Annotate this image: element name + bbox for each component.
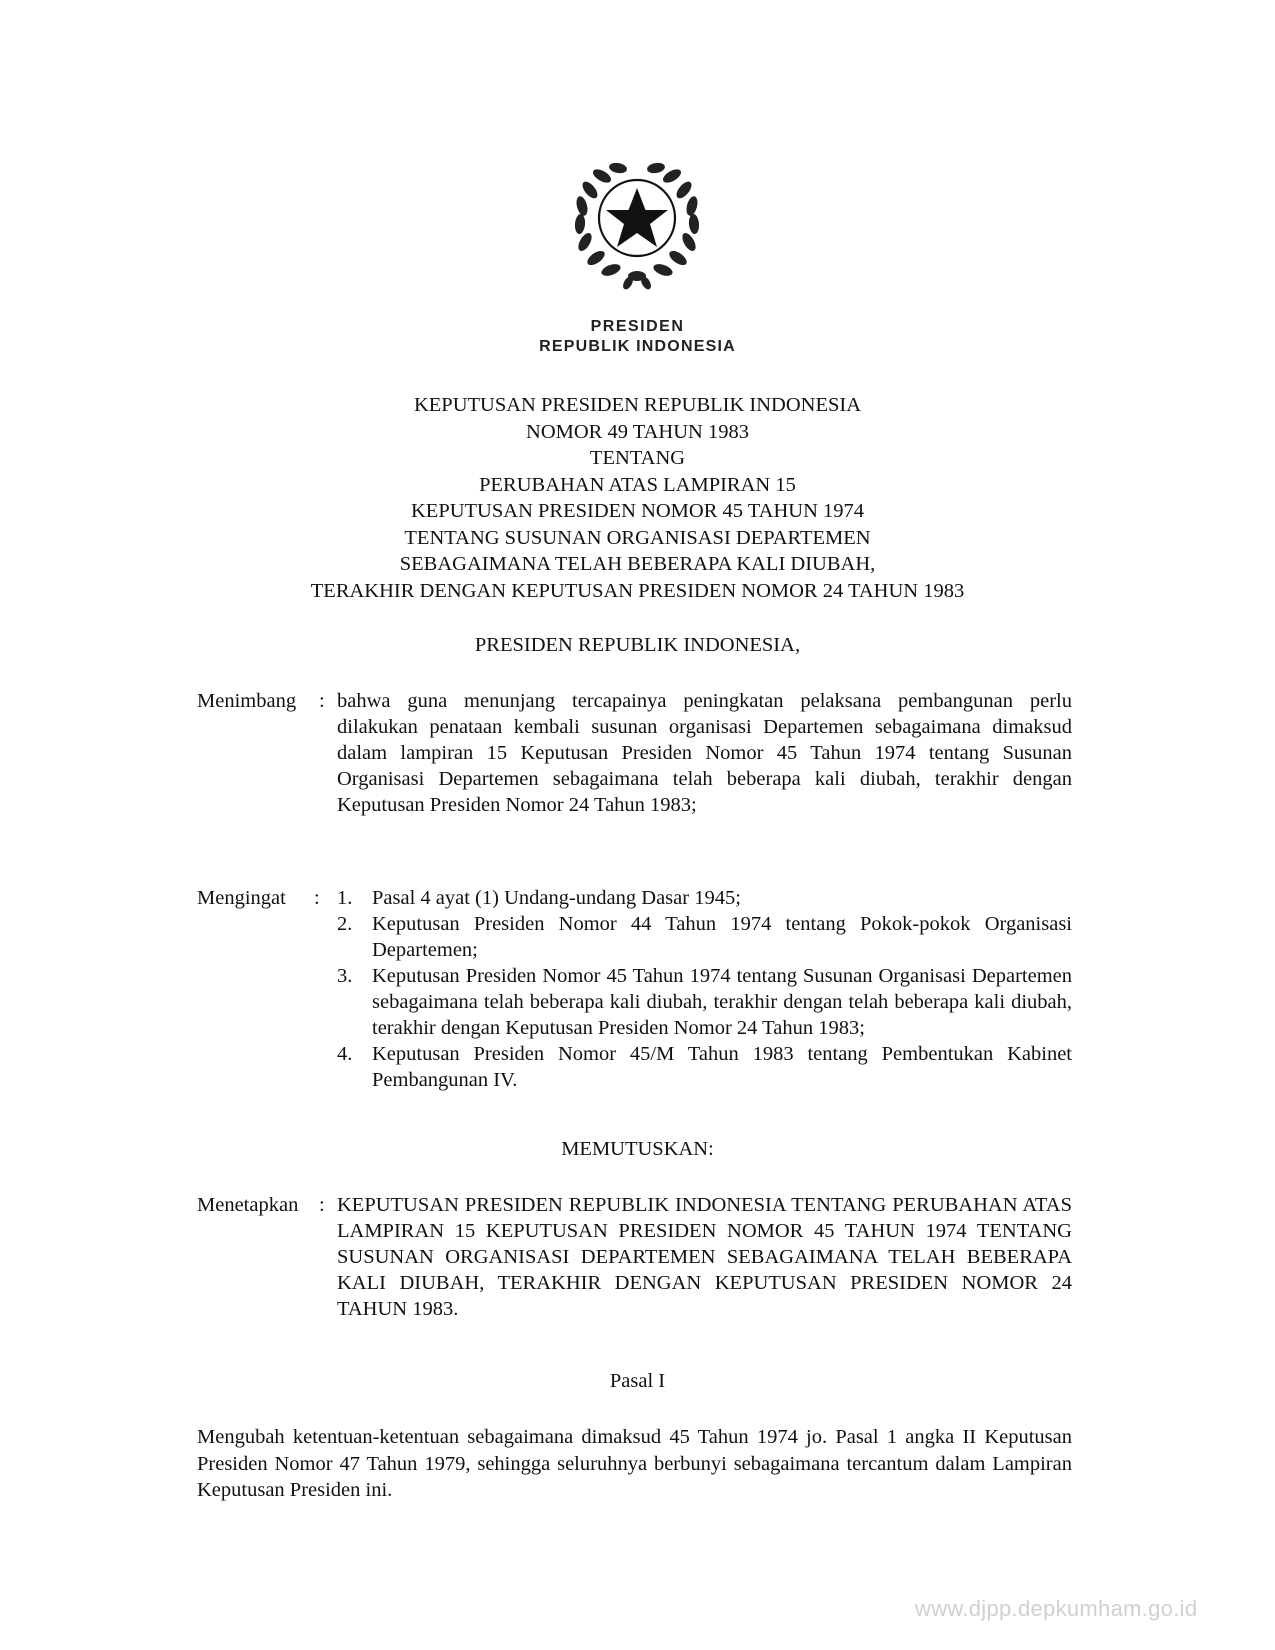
emblem-caption-republik-indonesia: REPUBLIK INDONESIA [539, 338, 736, 355]
title-line: KEPUTUSAN PRESIDEN REPUBLIK INDONESIA [413, 394, 862, 416]
list-item [337, 1041, 1072, 1093]
menetapkan-text: KEPUTUSAN PRESIDEN REPUBLIK INDONESIA TENTANG PERUBAHAN ATAS LAMPIRAN 15 KEPUTUSAN PRESIDEN NOMOR 45 TAHUN 1974 TENTANG SUSUNAN ORGANISASI DEPARTEMEN SEBAGAIMANA TELAH BEBERAPA KALI DIUBAH, TERAKHIR DENGAN KEPUTUSAN PRESIDEN NOMOR 24 TAHUN 1983. [337, 1194, 1072, 1320]
document-title [200, 392, 1075, 604]
list-number: 1. [337, 887, 353, 909]
mengingat-colon: : [314, 887, 320, 909]
list-text: Keputusan Presiden Nomor 45/M Tahun 1983 tentang Pembentukan Kabinet Pembangunan IV. [372, 1043, 1072, 1091]
issuer-heading: PRESIDEN REPUBLIK INDONESIA, [474, 634, 801, 656]
mengingat-label: Mengingat [197, 887, 286, 909]
watermark: www.djpp.depkumham.go.id [915, 1596, 1198, 1621]
pasal-heading: Pasal I [609, 1370, 666, 1392]
list-item [337, 963, 1072, 1041]
list-text: Keputusan Presiden Nomor 45 Tahun 1974 tentang Susunan Organisasi Departemen sebagaimana telah beberapa kali diubah, terakhir dengan telah beberapa kali diubah, terakhir dengan Keputusan Presiden Nomor 24 Tahun 1983; [372, 965, 1072, 1039]
list-number: 3. [337, 965, 353, 987]
menetapkan-colon: : [319, 1194, 325, 1216]
list-text: Keputusan Presiden Nomor 44 Tahun 1974 tentang Pokok-pokok Organisasi Departemen; [372, 913, 1072, 961]
title-line: SEBAGAIMANA TELAH BEBERAPA KALI DIUBAH, [399, 553, 876, 575]
list-number: 4. [337, 1043, 353, 1065]
list-item [337, 911, 1072, 963]
list-item [337, 885, 1072, 911]
garuda-star-wreath-emblem-icon [560, 148, 715, 293]
list-number: 2. [337, 913, 353, 935]
menimbang-colon: : [319, 690, 325, 712]
title-line: NOMOR 49 TAHUN 1983 [526, 420, 749, 443]
emblem-caption-presiden: PRESIDEN [590, 318, 685, 335]
list-text: Pasal 4 ayat (1) Undang-undang Dasar 1945; [372, 887, 741, 909]
title-line: PERUBAHAN ATAS LAMPIRAN 15 [479, 473, 796, 496]
menimbang-label: Menimbang [197, 690, 297, 712]
title-line: TENTANG [589, 447, 686, 469]
menimbang-text: bahwa guna menunjang tercapainya peningkatan pelaksana pembangunan perlu dilakukan penataan kembali susunan organisasi Departemen sebagaimana dimaksud dalam lampiran 15 Keputusan Presiden Nomor 45 Tahun 1974 tentang Susunan Organisasi Departemen sebagaimana telah beberapa kali diubah, terakhir dengan Keputusan Presiden Nomor 24 Tahun 1983; [337, 690, 1072, 816]
title-line: TENTANG SUSUNAN ORGANISASI DEPARTEMEN [404, 526, 871, 549]
title-line: TERAKHIR DENGAN KEPUTUSAN PRESIDEN NOMOR 24 TAHUN 1983 [310, 579, 965, 602]
title-line: KEPUTUSAN PRESIDEN NOMOR 45 TAHUN 1974 [411, 500, 864, 522]
memutuskan-heading: MEMUTUSKAN: [561, 1138, 714, 1160]
mengingat-list [337, 885, 1072, 1093]
menetapkan-label: Menetapkan [197, 1194, 299, 1216]
pasal-text: Mengubah ketentuan-ketentuan sebagaimana dimaksud 45 Tahun 1974 jo. Pasal 1 angka II Keputusan Presiden Nomor 47 Tahun 1979, sehingga seluruhnya berbunyi sebagaimana tercantum dalam Lampiran Keputusan Presiden ini. [197, 1426, 1072, 1501]
